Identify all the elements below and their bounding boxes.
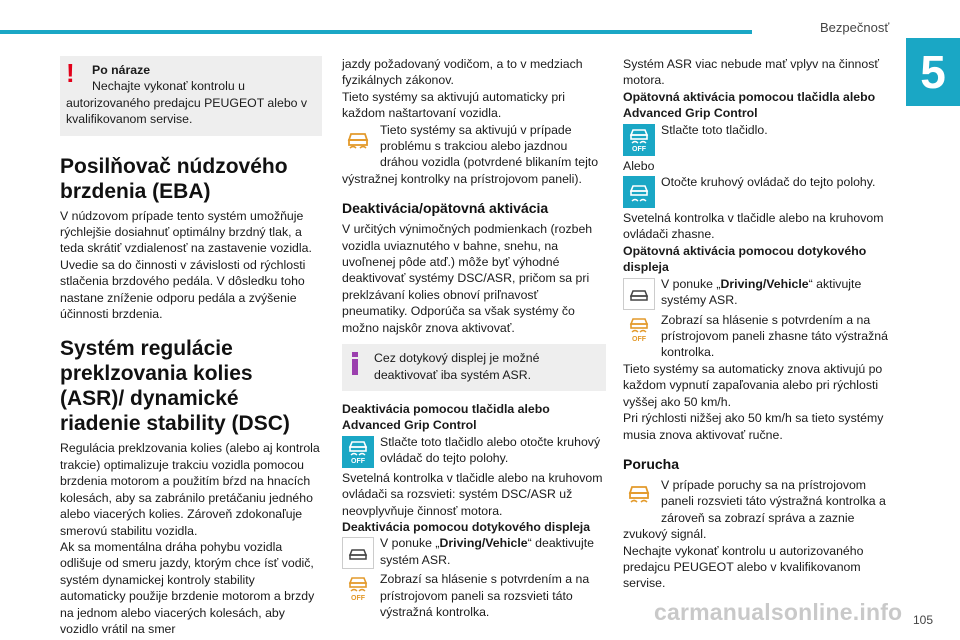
auto-reactivation-text: Tieto systémy sa automaticky znova aktivujú po každom vypnutí zapaľovania alebo pri rýchlosti vyššej ako 50 km/h. (623, 361, 883, 409)
dsc-off-button-icon (342, 436, 374, 468)
section-title: Bezpečnosť (820, 20, 890, 35)
dsc-off-button-icon (623, 124, 655, 156)
touch-menu-row (623, 276, 890, 310)
fault-service-text: Nechajte vykonať kontrolu u autorizovaného predajcu PEUGEOT alebo v kvalifikovanom servise. (623, 543, 864, 591)
button-reactivation-title: Opätovná aktivácia pomocou tlačidla alebo Advanced Grip Control (623, 89, 876, 121)
deactivation-paragraph: V určitých výnimočných podmienkach (rozbeh vozidla uviaznutého v bahne, snehu, na uvoľnenej pôde atď.) môže byť výhodné deaktivovať systémy DSC/ASR, pričom sa pri preklzávaní kolies obnoví priľnavosť pneumatiky. Odporúča sa však systémy čo možno najskôr znova aktivovať. (342, 222, 593, 335)
asr-heading: Systém regulácie preklzovania kolies (ASR)/ dynamické riadenie stability (DSC) (60, 337, 290, 436)
eba-paragraph: V núdzovom prípade tento systém umožňuje rýchlejšie dosiahnuť optimálny brzdný tlak, a teda skrátiť vzdialenosť na zastavenie vozidla. Uvedie sa do činnosti v závislosti od rýchlosti stlačenia brzdového pedála. V dôsledku toho nastane zníženie odporu pedála a zvýšenie účinnosti brzdenia. (60, 208, 312, 322)
grip-control-dial-icon (623, 176, 655, 208)
press-row (623, 122, 890, 156)
warning-title: Po náraze (92, 63, 151, 77)
menu-suffix: “ deaktivujte systém ASR. (380, 536, 594, 567)
car-menu-icon (623, 278, 655, 310)
warning-callout (60, 56, 322, 136)
info-icon (352, 352, 358, 374)
or-text: Alebo (623, 158, 655, 173)
menu-prefix: V ponuke „ (661, 276, 721, 291)
touch-message-text: Zobrazí sa hlásenie s potvrdením a na prístrojovom paneli sa rozsvieti táto výstražná kontrolka. (380, 572, 590, 620)
touch-message-text: Zobrazí sa hlásenie s potvrdením a na prístrojovom paneli zhasne táto výstražná kontrolka. (661, 312, 888, 360)
asr-paragraph-1: Regulácia preklzovania kolies (alebo aj kontrola trakcie) optimalizuje trakciu vozidla pomocou brzdenia motorom a použitím bŕzd na hnacích kolesách, aby sa zabránilo pretáčaniu jedného alebo viacerých kolies. Zároveň zdokonaľuje smerovú stabilitu vozidla. (60, 441, 320, 538)
menu-prefix: V ponuke „ (380, 536, 440, 551)
below-50-text: Pri rýchlosti nižšej ako 50 km/h sa tieto systémy musia znova aktivovať ručne. (623, 411, 884, 442)
fault-heading: Porucha (623, 455, 680, 472)
column-1 (60, 56, 322, 637)
off-label: OFF (632, 145, 646, 153)
touch-menu-row (342, 535, 606, 569)
touch-message-row (342, 571, 606, 620)
warning-text: Nechajte vykonať kontrolu u autorizovaného predajcu PEUGEOT alebo v kvalifikovanom servise. (66, 79, 308, 127)
skid-warning-lamp-icon (342, 124, 374, 156)
page-number: 105 (913, 613, 934, 627)
skid-off-warning-icon (342, 573, 374, 605)
turn-row (623, 174, 890, 208)
info-callout (342, 344, 606, 391)
off-label: OFF (351, 595, 365, 603)
fault-text: V prípade poruchy sa na prístrojovom paneli rozsvieti táto výstražná kontrolka a zároveň sa zobrazí správa a zaznie zvukový signál. (623, 477, 886, 542)
exclamation-icon: ! (66, 58, 75, 88)
touch-deactivation-title: Deaktivácia pomocou dotykového displeja (342, 519, 591, 534)
lamp-lit-text: Svetelná kontrolka v tlačidle alebo na kruhovom ovládači sa rozsvieti: systém DSC/ASR už neovplyvňuje činnosť motora. (342, 470, 603, 518)
column-3 (623, 56, 890, 592)
blink-row (342, 122, 606, 188)
fault-row (623, 477, 890, 543)
menu-suffix: “ aktivujte systémy ASR. (661, 276, 862, 308)
auto-activation-text: Tieto systémy sa aktivujú automaticky pri každom naštartovaní vozidla. (342, 89, 566, 121)
menu-name: Driving/Vehicle (439, 536, 528, 551)
touch-message-row (623, 312, 890, 361)
press-text: Stlačte toto tlačidlo. (661, 122, 768, 137)
deactivation-heading: Deaktivácia/opätovná aktivácia (342, 200, 549, 217)
off-label: OFF (351, 457, 365, 465)
column-2 (342, 56, 606, 621)
eba-heading: Posilňovač núdzového brzdenia (EBA) (60, 154, 288, 203)
blink-text: Tieto systémy sa aktivujú v prípade problému s trakciou alebo jazdnou dráhou vozidla (potvrdené blikaním tejto výstražnej kontrolky na prístrojovom paneli). (342, 122, 599, 186)
watermark: carmanualsonline.info (654, 599, 903, 625)
touch-reactivation-title: Opätovná aktivácia pomocou dotykového displeja (623, 243, 867, 275)
button-deactivation-text: Stlačte toto tlačidlo alebo otočte kruhový ovládač do tejto polohy. (380, 434, 601, 466)
lamp-off-text: Svetelná kontrolka v tlačidle alebo na kruhovom ovládači zhasne. (623, 211, 884, 242)
continued-paragraph: jazdy požadovaný vodičom, a to v medziach fyzikálnych zákonov. (342, 57, 583, 88)
asr-paragraph-2: Ak sa momentálna dráha pohybu vozidla odlišuje od smeru jazdy, ktorým chce ísť vodič, systém dynamickej kontroly stability automaticky použije brzdenie motorom a brzdy na jednom alebo viacerých kolesách, aby vozidlo vrátil na smer (60, 539, 315, 636)
no-effect-text: Systém ASR viac nebude mať vplyv na činnosť motora. (623, 57, 879, 88)
off-label: OFF (632, 335, 646, 343)
info-text: Cez dotykový displej je možné deaktivovať iba systém ASR. (374, 351, 540, 382)
car-menu-icon (342, 537, 374, 569)
skid-warning-lamp-icon (623, 479, 655, 511)
turn-text: Otočte kruhový ovládač do tejto polohy. (661, 175, 876, 190)
chapter-number-tab: 5 (906, 38, 960, 106)
button-deactivation-row (342, 434, 606, 468)
header-accent-bar (0, 30, 752, 34)
button-deactivation-title: Deaktivácia pomocou tlačidla alebo Advanced Grip Control (342, 401, 550, 433)
menu-name: Driving/Vehicle (720, 276, 809, 291)
skid-off-warning-icon (623, 314, 655, 346)
